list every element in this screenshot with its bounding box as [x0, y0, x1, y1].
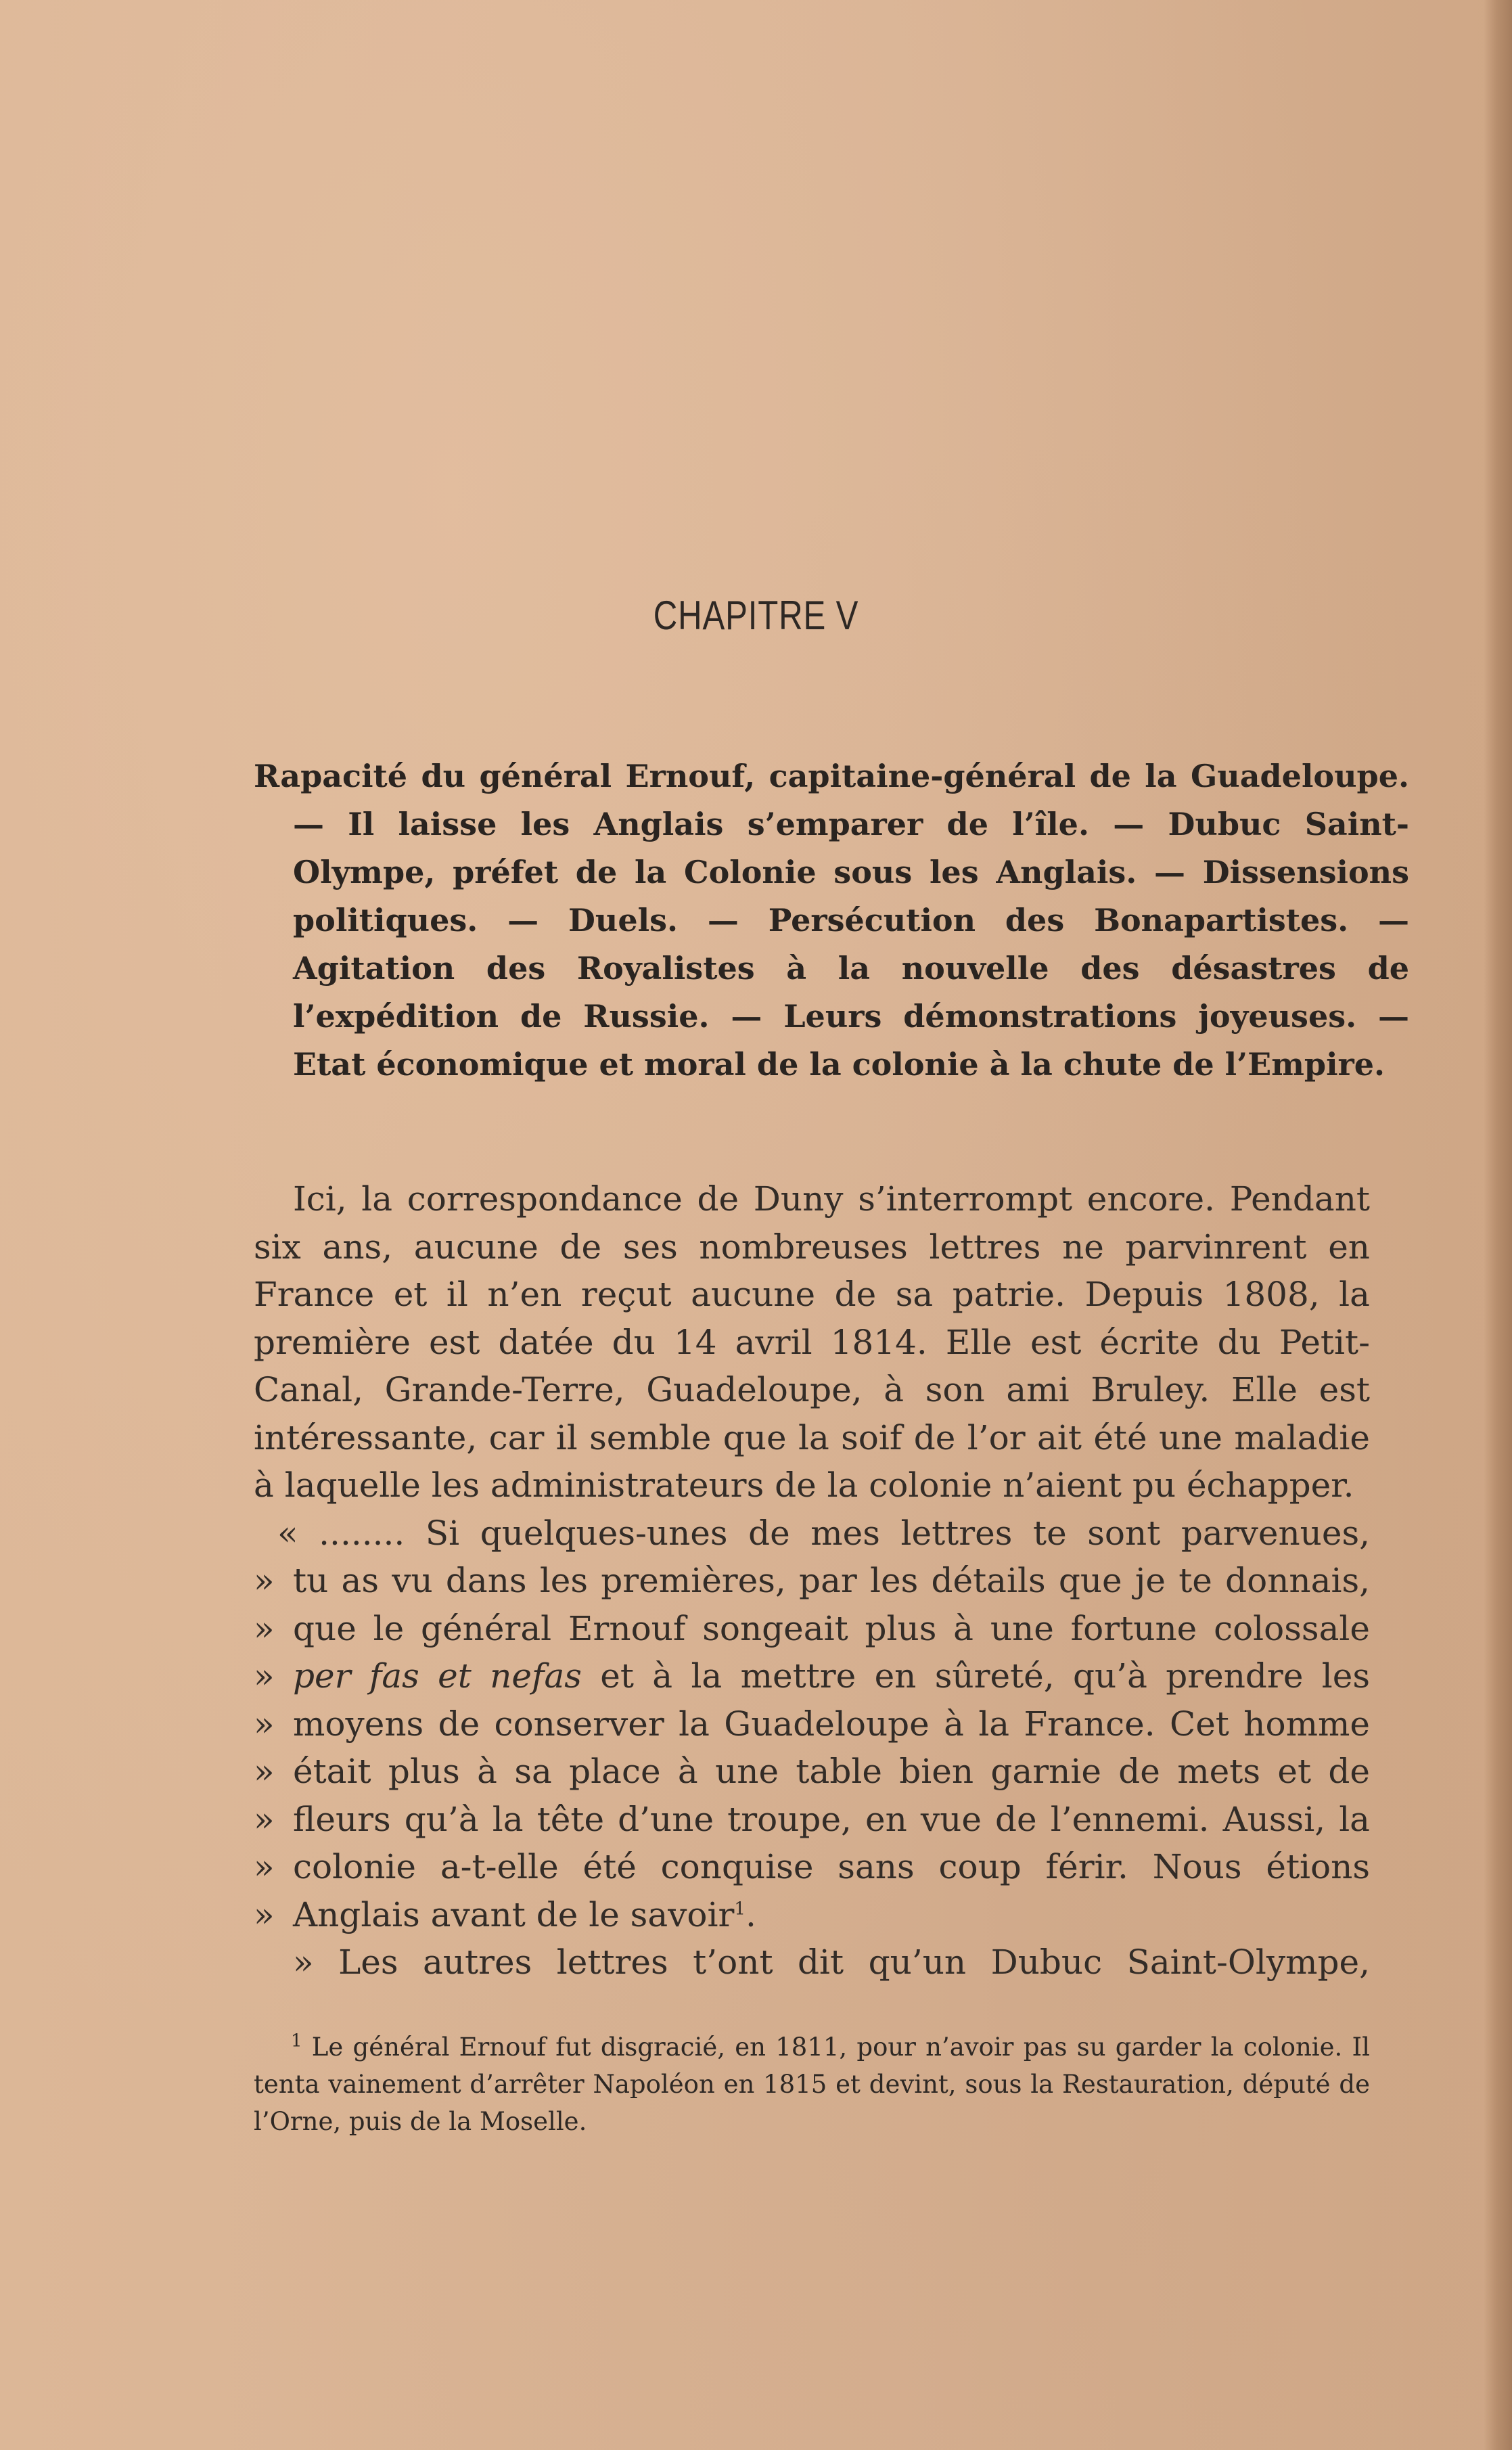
- quote-text: que le général Ernouf songeait plus à une fortune colossale: [293, 1608, 1370, 1648]
- quote-mark: »: [254, 1752, 275, 1791]
- quote-italic-latin: per fas et nefas: [293, 1656, 582, 1696]
- quote-mark: »: [254, 1847, 275, 1886]
- quote-text: tu as vu dans les premières, par les détails que je te donnais,: [293, 1561, 1370, 1600]
- footnote-reference: 1: [734, 1898, 746, 1919]
- quote-text: fleurs qu’à la tête d’une troupe, en vue de l’ennemi. Aussi, la: [293, 1799, 1370, 1839]
- quote-line: [254, 1843, 1370, 1891]
- quote-text-end: .: [745, 1895, 756, 1934]
- quote-line: [254, 1700, 1370, 1748]
- quote-line: [254, 1510, 1370, 1558]
- quote-mark: »: [254, 1656, 275, 1696]
- quote-text: était plus à sa place à une table bien garnie de mets et de: [293, 1752, 1370, 1791]
- quote-open-mark: « ........: [277, 1513, 405, 1553]
- quote-mark: »: [254, 1608, 275, 1648]
- quote-line: [254, 1652, 1370, 1700]
- quote-line: [254, 1605, 1370, 1653]
- quote-line: [254, 1557, 1370, 1605]
- page-edge-shadow: [1484, 0, 1512, 2450]
- footnote-text: Le général Ernouf fut disgracié, en 1811, pour n’avoir pas su garder la colonie. Il tenta vainement d’arrêter Napoléon en 1815 et devint, sous la Restauration, député de l’Orne, puis de la Moselle.: [254, 2033, 1370, 2136]
- quote-text: colonie a-t-elle été conquise sans coup férir. Nous étions: [293, 1847, 1370, 1886]
- quote-open-text: Si quelques-unes de mes lettres te sont parvenues,: [425, 1513, 1370, 1553]
- quote-mark: »: [254, 1561, 275, 1600]
- quote-mark: »: [254, 1895, 275, 1934]
- quote-line: [254, 1748, 1370, 1796]
- quote-line: [254, 1891, 1370, 1939]
- quote-text: et à la mettre en sûreté, qu’à prendre les: [600, 1656, 1370, 1696]
- continuation-text: » Les autres lettres t’ont dit qu’un Dubuc Saint-Olympe,: [293, 1943, 1370, 1982]
- footnote: [254, 2028, 1370, 2140]
- intro-paragraph: Ici, la correspondance de Duny s’interrompt encore. Pendant six ans, aucune de ses nombreuses lettres ne parvinrent en France et il n’en reçut aucune de sa patrie. Depuis 1808, la première est datée du 14 avril 1814. Elle est écrite du Petit-Canal, Grande-Terre, Guadeloupe, à son ami Bruley. Elle est intéressante, car il semble que la soif de l’or ait été une maladie à laquelle les administrateurs de la colonie n’aient pu échapper.: [254, 1179, 1370, 1505]
- quote-line: [254, 1796, 1370, 1844]
- continuation-line: [254, 1938, 1370, 1987]
- quote-mark: »: [254, 1704, 275, 1744]
- footnote-mark: 1: [291, 2031, 302, 2051]
- quote-text: Anglais avant de le savoir: [293, 1895, 735, 1934]
- body-text: [254, 1175, 1370, 1987]
- quote-text: moyens de conserver la Guadeloupe à la France. Cet homme: [293, 1704, 1370, 1744]
- chapter-summary: Rapacité du général Ernouf, capitaine-général de la Guadeloupe. — Il laisse les Anglais s’emparer de l’île. — Dubuc Saint-Olympe, préfet de la Colonie sous les Anglais. — Dissensions politiques. — Duels. — Persécution des Bonapartistes. — Agitation des Royalistes à la nouvelle des désastres de l’expédition de Russie. — Leurs démonstrations joyeuses. — Etat économique et moral de la colonie à la chute de l’Empire.: [254, 758, 1409, 1083]
- quote-mark: »: [254, 1799, 275, 1839]
- chapter-title: CHAPITRE V: [653, 593, 859, 638]
